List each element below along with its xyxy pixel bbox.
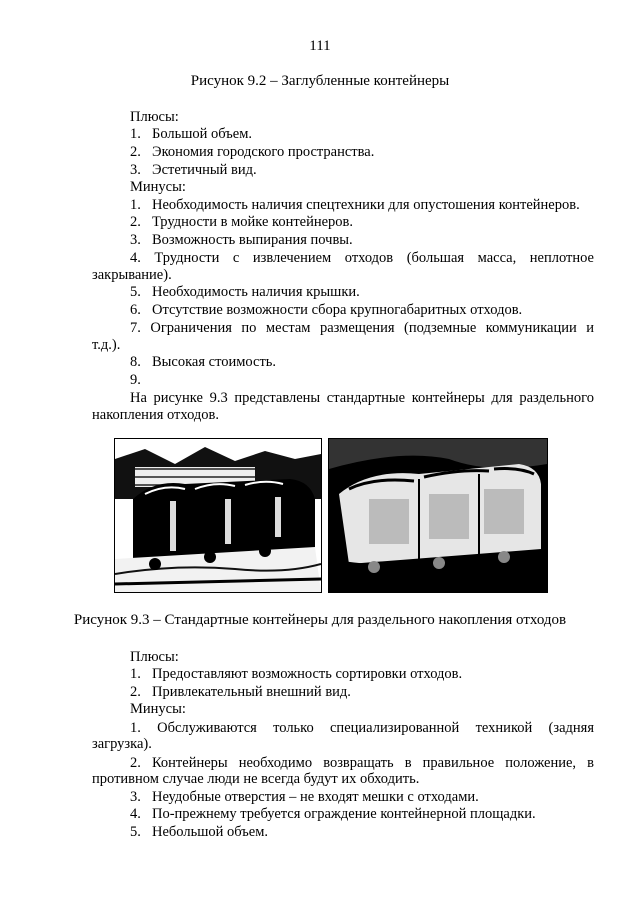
list-item [130, 197, 580, 214]
item-number: 4. [130, 806, 141, 822]
item-number: 3. [130, 232, 141, 248]
list-item: 1. Обслуживаются только специализированной техникой (задняя [130, 720, 594, 736]
list-item [130, 162, 257, 179]
list-item-text: Экономия городского пространства. [152, 144, 375, 160]
list-item-text: Возможность выпирания почвы. [152, 232, 353, 248]
list-item [130, 126, 252, 143]
pros-heading: Плюсы: [130, 649, 179, 665]
list-item-text: Необходимость наличия крышки. [152, 284, 360, 300]
list-item-text: Эстетичный вид. [152, 162, 257, 178]
list-item [130, 302, 522, 319]
photo-containers-right [328, 438, 548, 593]
list-item-text: Большой объем. [152, 126, 253, 142]
list-item [130, 789, 479, 806]
figure-9-3-caption: Рисунок 9.3 – Стандартные контейнеры для раздельного накопления отходов [73, 612, 567, 628]
list-item [130, 284, 360, 301]
list-item-continuation: т.д.). [92, 337, 121, 353]
list-item: 2. Контейнеры необходимо возвращать в правильное положение, в [130, 755, 594, 771]
item-number: 2. [130, 684, 141, 700]
list-item [130, 354, 276, 371]
item-number: 3. [130, 162, 141, 178]
item-number: 5. [130, 284, 141, 300]
list-item-text: По-прежнему требуется ограждение контейнерной площадки. [152, 806, 536, 822]
list-item [130, 824, 268, 841]
photo-containers-left [114, 438, 322, 593]
item-number: 3. [130, 789, 141, 805]
list-item [130, 684, 351, 701]
list-item [130, 214, 353, 231]
page-number: 111 [309, 38, 331, 54]
item-number: 2. [130, 144, 141, 160]
list-item-continuation: противном случае люди не всегда будут их обходить. [92, 771, 420, 787]
cons-heading: Минусы: [130, 701, 186, 717]
paragraph-line: На рисунке 9.3 представлены стандартные контейнеры для раздельного [130, 390, 594, 406]
item-number: 1. [130, 666, 141, 682]
item-number: 5. [130, 824, 141, 840]
list-item [130, 144, 374, 161]
list-item-text: Неудобные отверстия – не входят мешки с отходами. [152, 789, 479, 805]
list-item: 4. Трудности с извлечением отходов (большая масса, неплотное [130, 250, 594, 266]
list-item-text: Предоставляют возможность сортировки отходов. [152, 666, 463, 682]
item-number: 1. [130, 197, 141, 213]
list-item-text: Привлекательный внешний вид. [152, 684, 351, 700]
list-item: 9. [130, 372, 141, 388]
item-number: 2. [130, 214, 141, 230]
list-item [130, 806, 536, 823]
cons-heading: Минусы: [130, 179, 186, 195]
list-item [130, 666, 462, 683]
list-item-continuation: загрузка). [92, 736, 152, 752]
item-number: 1. [130, 126, 141, 142]
item-number: 6. [130, 302, 141, 318]
paragraph-line: накопления отходов. [92, 407, 220, 423]
figure-9-2-caption: Рисунок 9.2 – Заглубленные контейнеры [190, 73, 450, 89]
list-item-text: Трудности в мойке контейнеров. [152, 214, 354, 230]
list-item-text: Отсутствие возможности сбора крупногабаритных отходов. [152, 302, 523, 318]
list-item-text: Необходимость наличия спецтехники для опустошения контейнеров. [152, 197, 580, 213]
list-item [130, 232, 353, 249]
list-item-text: Высокая стоимость. [152, 354, 277, 370]
item-number: 8. [130, 354, 141, 370]
list-item-text: Небольшой объем. [152, 824, 268, 840]
list-item: 7. Ограничения по местам размещения (подземные коммуникации и [130, 320, 594, 336]
list-item-continuation: закрывание). [92, 267, 172, 283]
pros-heading: Плюсы: [130, 109, 179, 125]
